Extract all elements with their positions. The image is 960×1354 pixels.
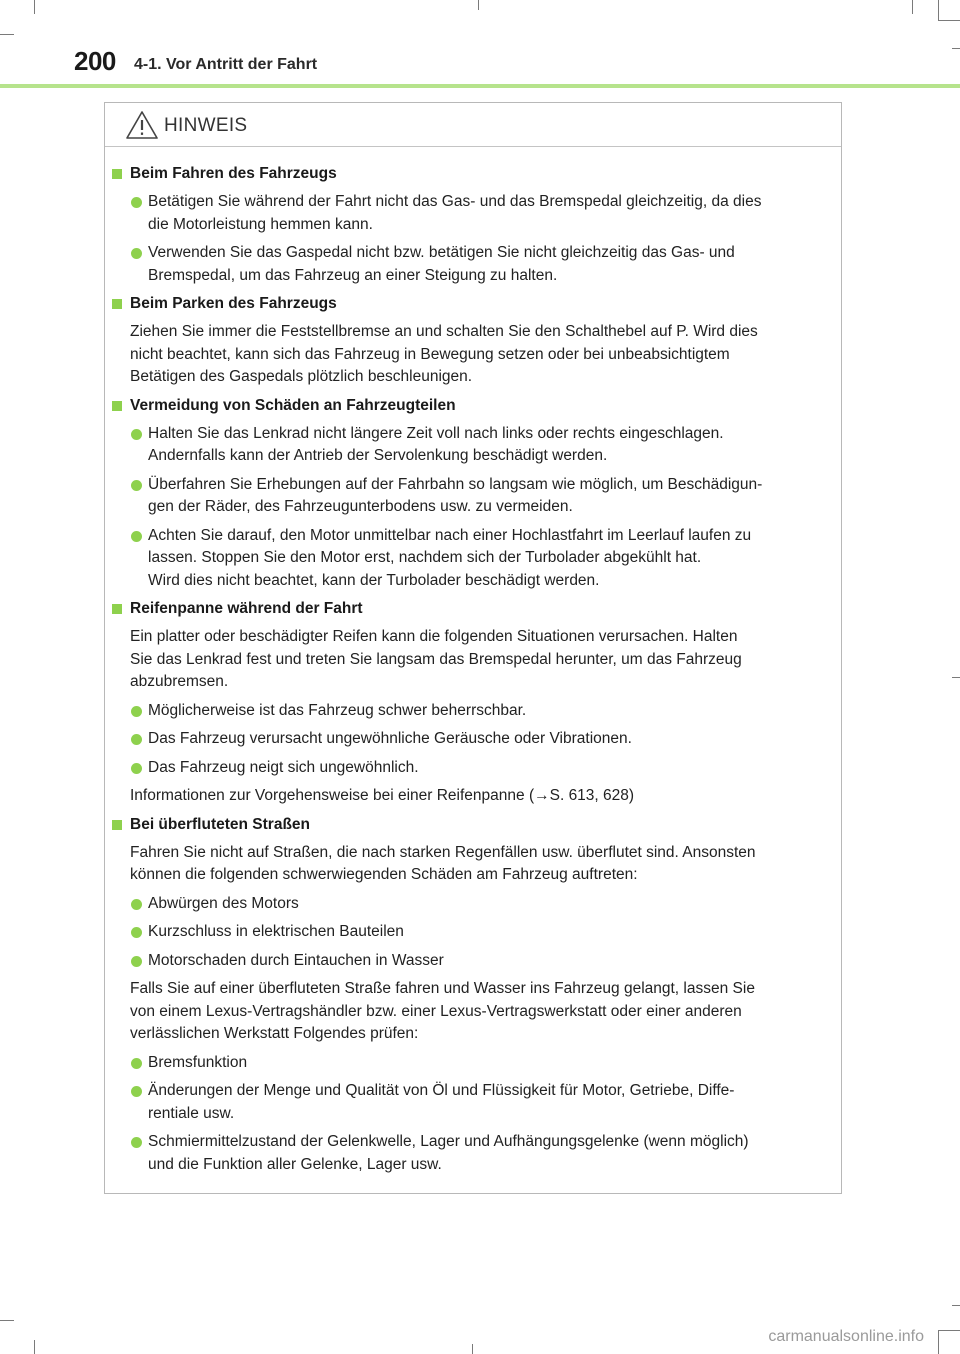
list-item-line: Halten Sie das Lenkrad nicht längere Zeit voll nach links oder rechts eingeschlagen. — [148, 424, 724, 442]
notice-title: HINWEIS — [164, 115, 248, 136]
paragraph-line: von einem Lexus-Vertragshändler bzw. einer Lexus-Vertragswerkstatt oder einer anderen — [130, 1002, 742, 1020]
crop-mark — [0, 34, 14, 35]
list-item-line: Achten Sie darauf, den Motor unmittelbar nach einer Hochlastfahrt im Leerlauf laufen zu — [148, 526, 752, 544]
list-item — [112, 728, 833, 751]
circle-bullet-icon — [131, 248, 142, 259]
paragraph-line: nicht beachtet, kann sich das Fahrzeug in Bewegung setzen oder bei unbeabsichtigtem — [130, 345, 730, 363]
crop-mark — [472, 1344, 473, 1354]
page-header — [74, 44, 960, 84]
paragraph-line: können die folgenden schwerwiegenden Schäden am Fahrzeug auftreten: — [130, 866, 638, 883]
section-heading — [112, 395, 833, 417]
paragraph-line: Informationen zur Vorgehensweise bei einer Reifenpanne (→S. 613, 628) — [130, 787, 635, 804]
list-item-line: Bremspedal, um das Fahrzeug an einer Steigung zu halten. — [148, 266, 558, 284]
list-item — [112, 1131, 833, 1176]
crop-mark — [0, 1320, 14, 1321]
square-bullet-icon — [112, 299, 122, 309]
crop-mark — [938, 1330, 960, 1331]
list-item-line: rentiale usw. — [148, 1104, 235, 1122]
paragraph-line: Ein platter oder beschädigter Reifen kann die folgenden Situationen verursachen. Halten — [130, 628, 738, 645]
list-item-line: und die Funktion aller Gelenke, Lager usw. — [148, 1155, 442, 1173]
list-item-line: Überfahren Sie Erhebungen auf der Fahrbahn so langsam wie möglich, um Beschädigun- — [148, 475, 763, 493]
section-heading-text: Reifenpanne während der Fahrt — [130, 600, 363, 617]
paragraph-line: Falls Sie auf einer überfluteten Straße fahren und Wasser ins Fahrzeug gelangt, lassen Sie — [130, 980, 755, 997]
circle-bullet-icon — [131, 956, 142, 967]
list-item-line: lassen. Stoppen Sie den Motor erst, nachdem sich der Turbolader abgekühlt hat. — [148, 549, 702, 566]
circle-bullet-icon — [131, 197, 142, 208]
list-item — [112, 474, 833, 519]
list-item — [112, 1052, 833, 1075]
header-divider — [0, 84, 960, 88]
section-heading — [112, 598, 833, 620]
section-heading-text: Beim Parken des Fahrzeugs — [130, 295, 337, 312]
circle-bullet-icon — [131, 1137, 142, 1148]
list-item-line: die Motorleistung hemmen kann. — [148, 215, 373, 233]
crop-mark — [478, 0, 479, 10]
list-item-line: Bremsfunktion — [148, 1053, 248, 1071]
list-item — [112, 700, 833, 723]
paragraph — [112, 842, 833, 887]
list-item-line: Andernfalls kann der Antrieb der Servolenkung beschädigt werden. — [148, 447, 608, 464]
paragraph — [112, 626, 833, 694]
list-item-line: Möglicherweise ist das Fahrzeug schwer beherrschbar. — [148, 701, 527, 719]
circle-bullet-icon — [131, 480, 142, 491]
section-heading — [112, 814, 833, 836]
paragraph-line: Ziehen Sie immer die Feststellbremse an und schalten Sie den Schalthebel auf P. Wird dies — [130, 323, 758, 340]
crop-mark — [952, 1305, 960, 1306]
warning-triangle-icon — [125, 110, 159, 140]
square-bullet-icon — [112, 604, 122, 614]
list-item — [112, 525, 833, 593]
crop-mark — [938, 20, 960, 21]
square-bullet-icon — [112, 169, 122, 179]
list-item — [112, 423, 833, 468]
crop-mark — [34, 0, 35, 14]
list-item-line: Kurzschluss in elektrischen Bauteilen — [148, 923, 404, 940]
paragraph-line: verlässlichen Werkstatt Folgendes prüfen: — [130, 1025, 419, 1042]
page-number: 200 — [74, 46, 116, 76]
circle-bullet-icon — [131, 531, 142, 542]
circle-bullet-icon — [131, 927, 142, 938]
notice-header — [105, 103, 841, 147]
notice-box — [104, 102, 842, 1194]
section-heading-text: Beim Fahren des Fahrzeugs — [130, 165, 337, 182]
crop-mark — [912, 0, 913, 14]
section-heading-text: Bei überfluteten Straßen — [130, 815, 310, 833]
section-heading — [112, 163, 833, 185]
section-heading — [112, 293, 833, 315]
list-item-line: Motorschaden durch Eintauchen in Wasser — [148, 951, 444, 969]
list-item-line: Das Fahrzeug verursacht ungewöhnliche Geräusche oder Vibrationen. — [148, 730, 632, 747]
list-item-line: Schmiermittelzustand der Gelenkwelle, Lager und Aufhängungsgelenke (wenn möglich) — [148, 1133, 749, 1150]
paragraph-line: Betätigen des Gaspedals plötzlich beschleunigen. — [130, 368, 473, 385]
paragraph-line: Fahren Sie nicht auf Straßen, die nach starken Regenfällen usw. überflutet sind. Ansonsten — [130, 843, 756, 861]
circle-bullet-icon — [131, 734, 142, 745]
list-item — [112, 242, 833, 287]
list-item-line: gen der Räder, des Fahrzeugunterbodens usw. zu vermeiden. — [148, 498, 573, 515]
square-bullet-icon — [112, 820, 122, 830]
list-item-line: Wird dies nicht beachtet, kann der Turbolader beschädigt werden. — [148, 571, 600, 589]
list-item — [112, 1080, 833, 1125]
section-heading-text: Vermeidung von Schäden an Fahrzeugteilen — [130, 396, 456, 414]
list-item-line: Das Fahrzeug neigt sich ungewöhnlich. — [148, 758, 419, 776]
circle-bullet-icon — [131, 706, 142, 717]
crop-mark — [952, 677, 960, 678]
list-item-line: Änderungen der Menge und Qualität von Öl und Flüssigkeit für Motor, Getriebe, Diffe- — [148, 1082, 735, 1099]
crop-mark — [938, 1330, 939, 1354]
circle-bullet-icon — [131, 429, 142, 440]
watermark-text: carmanualsonline.info — [768, 1328, 924, 1345]
list-item-line: Betätigen Sie während der Fahrt nicht das Gas- und das Bremspedal gleichzeitig, da dies — [148, 193, 762, 210]
list-item-line: Verwenden Sie das Gaspedal nicht bzw. betätigen Sie nicht gleichzeitig das Gas- und — [148, 244, 735, 261]
list-item — [112, 921, 833, 944]
circle-bullet-icon — [131, 1086, 142, 1097]
list-item — [112, 893, 833, 916]
list-item — [112, 757, 833, 780]
circle-bullet-icon — [131, 899, 142, 910]
list-item — [112, 191, 833, 236]
crop-mark — [34, 1340, 35, 1354]
list-item — [112, 950, 833, 973]
crop-mark — [938, 0, 939, 20]
square-bullet-icon — [112, 401, 122, 411]
paragraph — [112, 785, 833, 808]
paragraph — [112, 978, 833, 1046]
circle-bullet-icon — [131, 1058, 142, 1069]
section-title: 4-1. Vor Antritt der Fahrt — [134, 56, 318, 73]
paragraph-line: Sie das Lenkrad fest und treten Sie langsam das Bremspedal herunter, um das Fahrzeug — [130, 650, 742, 668]
paragraph-line: abzubremsen. — [130, 673, 229, 690]
notice-body — [105, 163, 841, 1182]
paragraph — [112, 321, 833, 389]
circle-bullet-icon — [131, 763, 142, 774]
list-item-line: Abwürgen des Motors — [148, 894, 299, 912]
